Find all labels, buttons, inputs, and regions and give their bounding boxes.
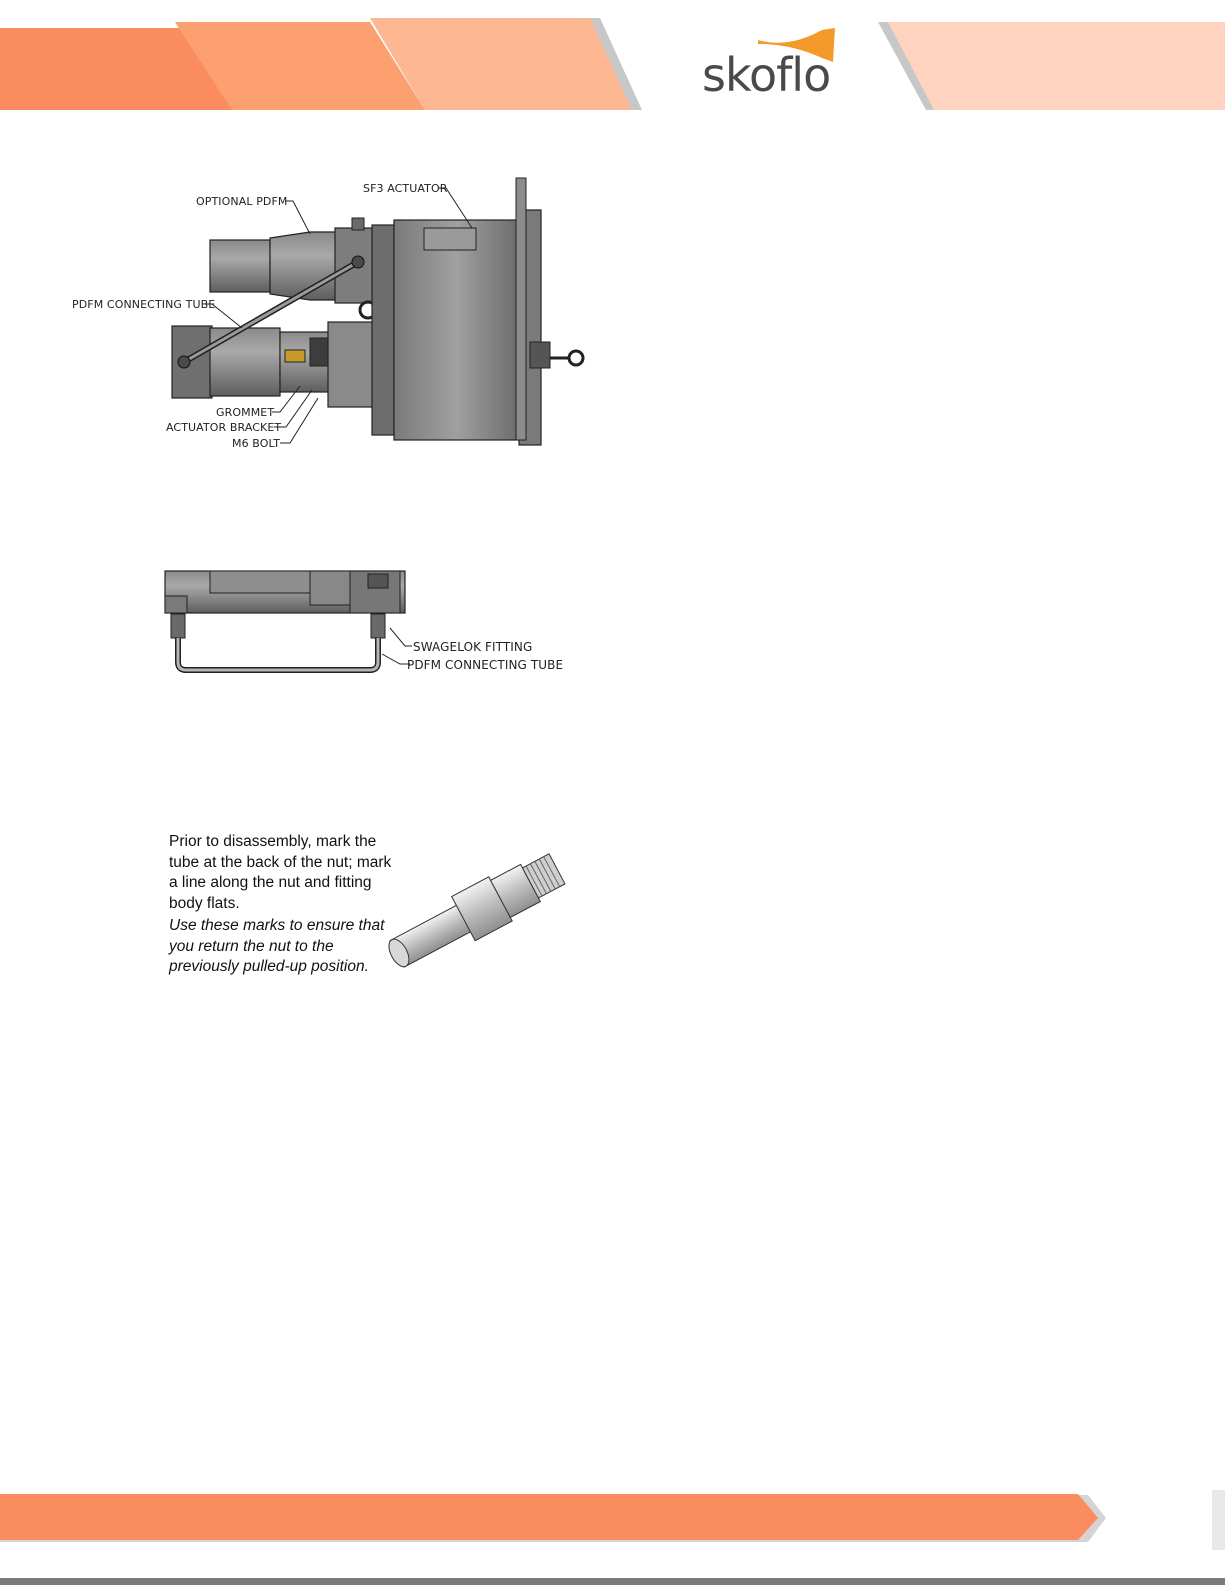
footer-bar [0, 1490, 1225, 1585]
label-pdfm-connecting-tube-2: PDFM CONNECTING TUBE [407, 658, 564, 672]
actuator-body [394, 220, 519, 440]
header-band-4 [888, 22, 1225, 110]
actuator-plate [516, 178, 526, 440]
pdfm-upper-cylinder [210, 240, 270, 292]
brand-logo-text: skoflo [702, 48, 831, 102]
label-pdfm-connecting-tube: PDFM CONNECTING TUBE [72, 298, 216, 311]
label-sf3-actuator: SF3 ACTUATOR [363, 182, 448, 195]
actuator-drawing [60, 170, 600, 460]
label-optional-pdfm: OPTIONAL PDFM [196, 195, 288, 208]
actuator-collar [372, 225, 394, 435]
lower-coupling [328, 322, 376, 407]
brand-logo [700, 26, 840, 106]
figure-connecting-tube [160, 566, 570, 686]
header-banner [0, 0, 1225, 112]
footer-right-edge [1212, 1490, 1225, 1550]
swagelok-fitting-right [371, 614, 385, 638]
swagelok-fitting-drawing [385, 838, 570, 978]
figure-actuator-assembly [60, 170, 600, 460]
label-grommet: GROMMET [216, 406, 275, 419]
instruction-note-italic: Use these marks to ensure that you return the nut to the previously pulled-up position. [169, 917, 385, 975]
actuator-nameplate [424, 228, 476, 250]
footer-shapes [0, 1490, 1225, 1585]
instruction-text: Prior to disassembly, mark the tube at the back of the nut; mark a line along the nut and fitting body flats. [169, 833, 392, 912]
header-bands [0, 0, 1225, 112]
swagelok-fitting-left [171, 614, 185, 638]
marking-instruction [169, 832, 394, 978]
label-m6-bolt: M6 BOLT [232, 437, 281, 450]
tube-part [178, 638, 378, 670]
label-swagelok-fitting: SWAGELOK FITTING [413, 640, 533, 654]
label-actuator-bracket: ACTUATOR BRACKET [166, 421, 282, 434]
end-eye-part [569, 351, 583, 365]
actuator-bracket-part [285, 350, 305, 362]
footer-bottom-strip [0, 1578, 1225, 1585]
footer-band [0, 1494, 1098, 1540]
figure-swagelok-fitting [385, 838, 570, 978]
